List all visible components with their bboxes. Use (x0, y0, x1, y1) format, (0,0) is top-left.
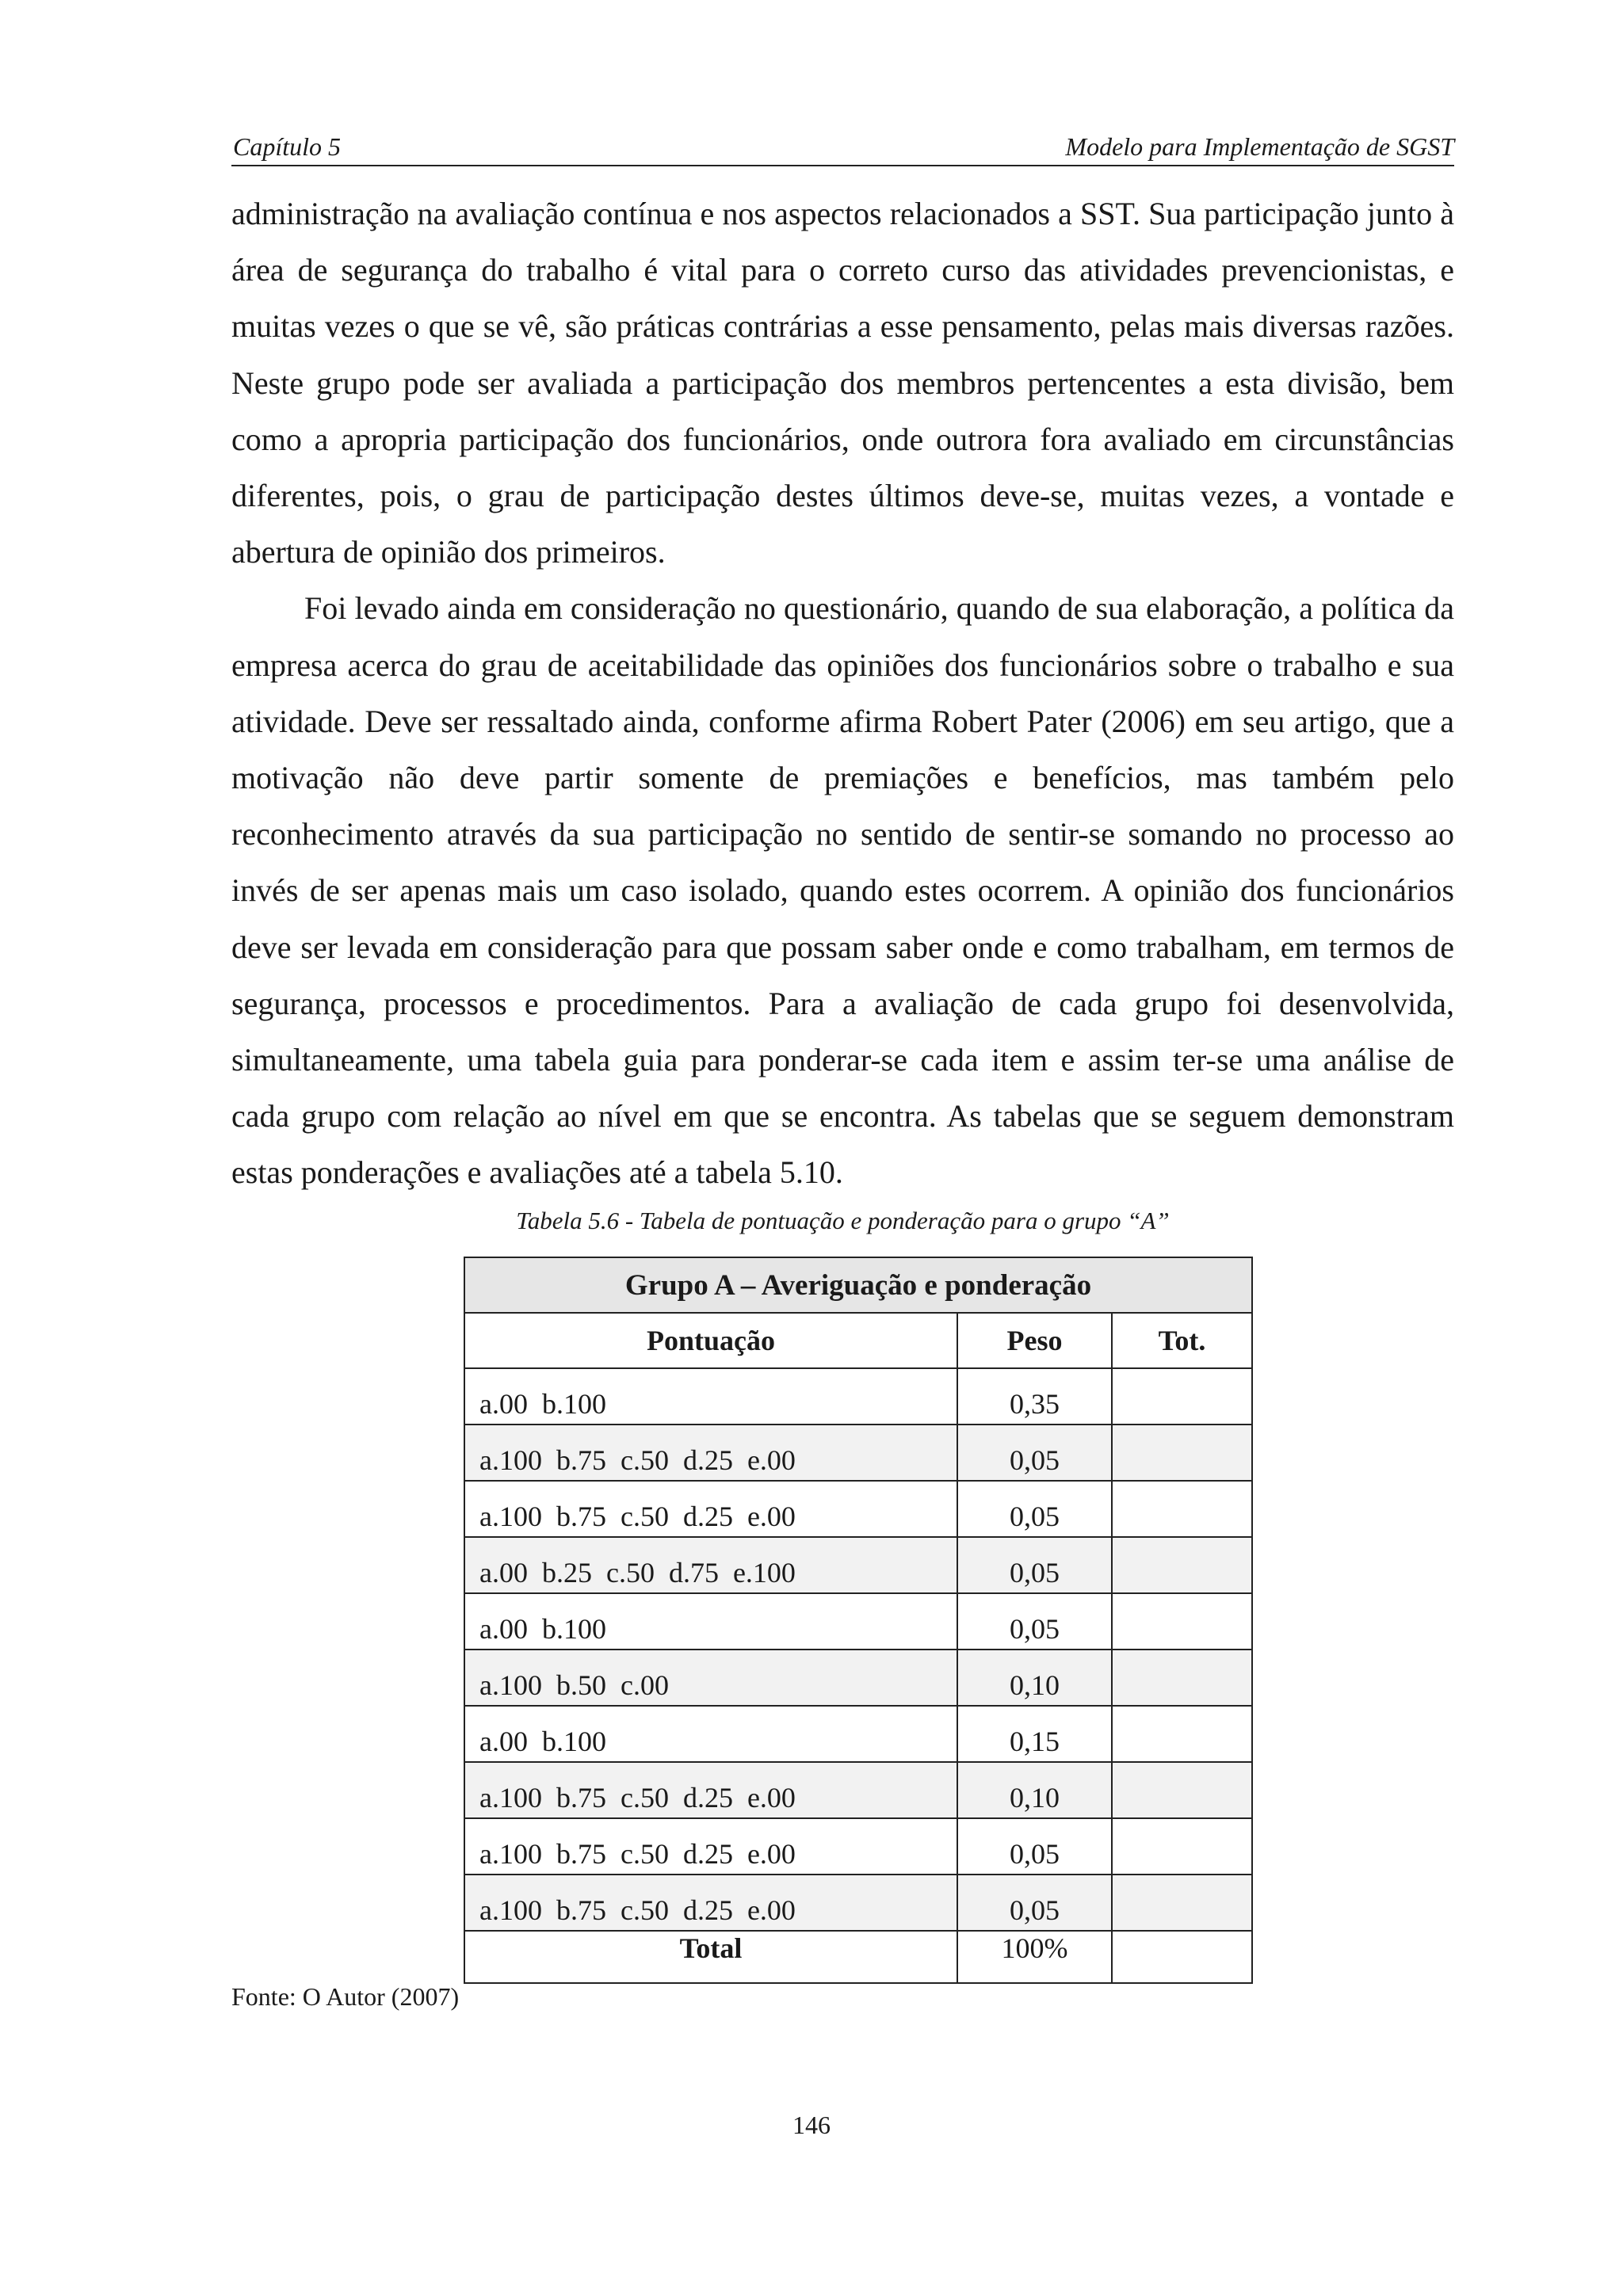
page-number: 146 (792, 2111, 831, 2139)
weight-cell: 0,15 (957, 1706, 1112, 1762)
score-cell: a.100 b.75 c.50 d.25 e.00 (464, 1481, 957, 1537)
table-header-row (464, 1313, 1252, 1368)
total-cell (1112, 1818, 1252, 1875)
column-header-weight: Peso (957, 1313, 1112, 1368)
total-cell (1112, 1875, 1252, 1931)
table-title-row (464, 1257, 1252, 1313)
weight-cell: 0,05 (957, 1593, 1112, 1650)
score-cell: a.00 b.100 (464, 1706, 957, 1762)
table-title: Grupo A – Averiguação e ponderação (464, 1257, 1252, 1313)
score-cell: a.100 b.50 c.00 (464, 1650, 957, 1706)
total-cell (1112, 1481, 1252, 1537)
total-cell (1112, 1593, 1252, 1650)
table-caption: Tabela 5.6 - Tabela de pontuação e ponderação para o grupo “A” (516, 1207, 1170, 1234)
weighting-table (464, 1257, 1253, 1984)
total-cell (1112, 1425, 1252, 1481)
score-cell: a.100 b.75 c.50 d.25 e.00 (464, 1762, 957, 1818)
total-value (1112, 1931, 1252, 1983)
chapter-label: Capítulo 5 (233, 132, 342, 161)
weight-cell: 0,10 (957, 1762, 1112, 1818)
section-title: Modelo para Implementação de SGST (1065, 132, 1454, 161)
table-total-row (464, 1931, 1252, 1983)
paragraph: Foi levado ainda em consideração no questionário, quando de sua elaboração, a política da empresa acerca do grau de aceitabilidade das opiniões dos funcionários sobre o trabalho e sua atividade. Deve ser ressaltado ainda, conforme afirma Robert Pater (2006) em seu artigo, que a motivação não deve partir somente de premiações e benefícios, mas também pelo reconhecimento através da sua participação no sentido de sentir-se somando no processo ao invés de ser apenas mais um caso isolado, quando estes ocorrem. A opinião dos funcionários deve ser levada em consideração para que possam saber onde e como trabalham, em termos de segurança, processos e procedimentos. Para a avaliação de cada grupo foi desenvolvida, simultaneamente, uma tabela guia para ponderar-se cada item e assim ter-se uma análise de cada grupo com relação ao nível em que se encontra. As tabelas que se seguem demonstram estas ponderações e avaliações até a tabela 5.10. (231, 590, 1454, 1191)
total-cell (1112, 1706, 1252, 1762)
table-source: Fonte: O Autor (2007) (231, 1982, 460, 2011)
weight-cell: 0,05 (957, 1481, 1112, 1537)
score-cell: a.00 b.25 c.50 d.75 e.100 (464, 1537, 957, 1593)
total-cell (1112, 1368, 1252, 1425)
score-cell: a.100 b.75 c.50 d.25 e.00 (464, 1875, 957, 1931)
total-weight: 100% (957, 1931, 1112, 1983)
weight-cell: 0,05 (957, 1818, 1112, 1875)
total-cell (1112, 1537, 1252, 1593)
table-row (464, 1762, 1252, 1818)
table-row (464, 1368, 1252, 1425)
total-cell (1112, 1762, 1252, 1818)
score-cell: a.100 b.75 c.50 d.25 e.00 (464, 1818, 957, 1875)
weight-cell: 0,05 (957, 1425, 1112, 1481)
weight-cell: 0,35 (957, 1368, 1112, 1425)
paragraph: administração na avaliação contínua e nos aspectos relacionados a SST. Sua participação junto à área de segurança do trabalho é vital para o correto curso das atividades prevencionistas, e muitas vezes o que se vê, são práticas contrárias a esse pensamento, pelas mais diversas razões. Neste grupo pode ser avaliada a participação dos membros pertencentes a esta divisão, bem como a apropria participação dos funcionários, onde outrora fora avaliado em circunstâncias diferentes, pois, o grau de participação destes últimos deve-se, muitas vezes, a vontade e abertura de opinião dos primeiros. (231, 196, 1454, 570)
table-row (464, 1593, 1252, 1650)
column-header-score: Pontuação (464, 1313, 957, 1368)
table-row (464, 1818, 1252, 1875)
score-cell: a.00 b.100 (464, 1593, 957, 1650)
body-text (231, 185, 1454, 1201)
table-row (464, 1425, 1252, 1481)
total-cell (1112, 1650, 1252, 1706)
score-cell: a.00 b.100 (464, 1368, 957, 1425)
column-header-total: Tot. (1112, 1313, 1252, 1368)
running-header (231, 128, 1454, 166)
weight-cell: 0,05 (957, 1537, 1112, 1593)
table-row (464, 1537, 1252, 1593)
total-label: Total (464, 1931, 957, 1983)
weight-cell: 0,05 (957, 1875, 1112, 1931)
table-row (464, 1875, 1252, 1931)
table-row (464, 1650, 1252, 1706)
table-row (464, 1706, 1252, 1762)
score-cell: a.100 b.75 c.50 d.25 e.00 (464, 1425, 957, 1481)
weight-cell: 0,10 (957, 1650, 1112, 1706)
table-row (464, 1481, 1252, 1537)
